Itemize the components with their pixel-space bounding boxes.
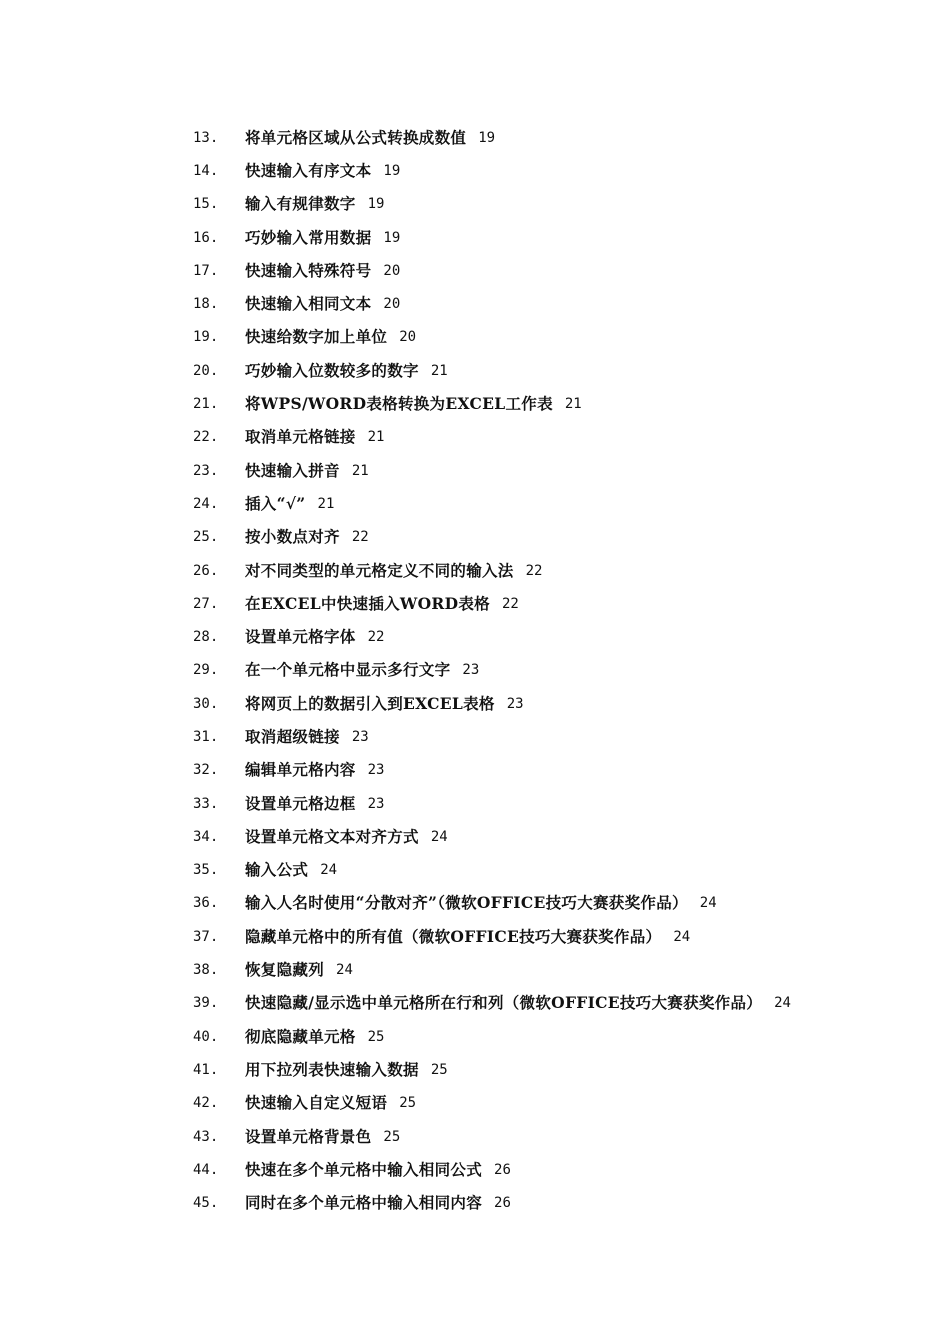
toc-entry-page: 23 <box>367 795 385 812</box>
toc-entry-title[interactable]: 设置单元格边框 <box>245 793 356 813</box>
toc-entry-page: 23 <box>506 695 524 712</box>
toc-entry-title[interactable]: 快速输入特殊符号 <box>245 260 372 280</box>
toc-entry-title[interactable]: 对不同类型的单元格定义不同的输入法 <box>245 560 514 580</box>
toc-entry[interactable] <box>193 521 893 554</box>
toc-entry-number: 32. <box>193 762 219 779</box>
toc-entry-number: 24. <box>193 495 219 512</box>
toc-entry-page: 26 <box>494 1161 511 1178</box>
toc-entry[interactable] <box>193 787 893 820</box>
toc-entry-page: 22 <box>501 595 519 612</box>
toc-entry[interactable] <box>193 121 893 154</box>
toc-entry[interactable] <box>193 987 893 1020</box>
toc-entry-title[interactable]: 在一个单元格中显示多行文字 <box>245 660 451 680</box>
toc-entry-title[interactable]: 同时在多个单元格中输入相同内容 <box>245 1193 483 1213</box>
toc-entry-page: 22 <box>525 562 543 579</box>
toc-entry-page: 24 <box>430 828 448 845</box>
toc-entry-page: 20 <box>383 296 401 313</box>
toc-entry-title[interactable]: 按小数点对齐 <box>245 527 340 547</box>
toc-entry-title[interactable]: 输入公式 <box>245 860 309 880</box>
toc-entry[interactable] <box>193 1153 893 1186</box>
toc-entry[interactable] <box>193 820 893 853</box>
toc-entry-page: 19 <box>383 162 401 179</box>
toc-entry-number: 19. <box>193 329 219 346</box>
toc-entry-page: 20 <box>383 262 401 279</box>
toc-entry-title[interactable]: 快速输入相同文本 <box>245 294 372 314</box>
toc-entry[interactable] <box>193 1120 893 1153</box>
toc-entry-number: 20. <box>193 362 219 379</box>
toc-entry-number: 16. <box>193 229 219 246</box>
toc-entry[interactable] <box>193 287 893 320</box>
toc-entry-page: 21 <box>351 462 369 479</box>
toc-entry-number: 45. <box>193 1195 219 1212</box>
toc-entry-page: 21 <box>430 362 448 379</box>
toc-entry-number: 43. <box>193 1128 219 1145</box>
toc-entry[interactable] <box>193 554 893 587</box>
toc-entry-page: 25 <box>367 1028 385 1045</box>
toc-entry-page: 21 <box>367 429 385 446</box>
toc-entry-page: 23 <box>462 662 480 679</box>
toc-entry-title[interactable]: 巧妙输入位数较多的数字 <box>245 360 419 380</box>
toc-entry[interactable] <box>193 754 893 787</box>
toc-entry-page: 22 <box>351 529 369 546</box>
toc-entry-title[interactable]: 将网页上的数据引入到EXCEL表格 <box>245 693 495 713</box>
toc-entry[interactable] <box>193 487 893 520</box>
toc-entry-page: 24 <box>699 895 717 912</box>
toc-entry-number: 31. <box>193 728 219 745</box>
toc-entry-number: 18. <box>193 296 219 313</box>
toc-entry-number: 21. <box>193 396 219 413</box>
toc-entry[interactable] <box>193 254 893 287</box>
toc-entry[interactable] <box>193 354 893 387</box>
toc-entry-title[interactable]: 插入“√” <box>245 493 306 513</box>
toc-entry[interactable] <box>193 421 893 454</box>
toc-entry[interactable] <box>193 454 893 487</box>
toc-entry-page: 19 <box>383 229 401 246</box>
toc-entry-title[interactable]: 将WPS/WORD表格转换为EXCEL工作表 <box>245 394 553 414</box>
toc-entry-number: 29. <box>193 662 219 679</box>
toc-entry[interactable] <box>193 321 893 354</box>
toc-entry-title[interactable]: 用下拉列表快速输入数据 <box>245 1059 419 1079</box>
toc-entry-number: 33. <box>193 795 219 812</box>
toc-entry-page: 22 <box>367 629 385 646</box>
toc-entry-page: 24 <box>673 928 691 945</box>
toc-entry-number: 41. <box>193 1061 219 1078</box>
toc-entry-page: 26 <box>494 1195 511 1212</box>
toc-entry[interactable] <box>193 720 893 753</box>
toc-entry-number: 15. <box>193 196 219 213</box>
toc-entry[interactable] <box>193 887 893 920</box>
toc-entry-page: 24 <box>774 995 791 1012</box>
toc-entry-title[interactable]: 隐藏单元格中的所有值（微软OFFICE技巧大赛获奖作品） <box>245 926 662 946</box>
toc-entry-title[interactable]: 取消超级链接 <box>245 726 340 746</box>
toc-entry-number: 36. <box>193 895 219 912</box>
toc-entry-title[interactable]: 编辑单元格内容 <box>245 760 356 780</box>
toc-entry-page: 25 <box>383 1128 401 1145</box>
toc-entry-page: 23 <box>367 762 385 779</box>
toc-entry-title[interactable]: 输入有规律数字 <box>245 194 356 214</box>
toc-entry[interactable] <box>193 654 893 687</box>
toc-entry-title[interactable]: 彻底隐藏单元格 <box>245 1026 356 1046</box>
toc-entry[interactable] <box>193 587 893 620</box>
toc-entry[interactable] <box>193 1020 893 1053</box>
toc-entry-title[interactable]: 设置单元格字体 <box>245 627 356 647</box>
toc-entry-number: 39. <box>193 995 219 1012</box>
toc-entry-number: 25. <box>193 529 219 546</box>
toc-entry-page: 20 <box>399 329 417 346</box>
toc-entry[interactable] <box>193 188 893 221</box>
table-of-contents <box>193 121 893 1220</box>
toc-entry-page: 25 <box>430 1061 448 1078</box>
toc-entry[interactable] <box>193 154 893 187</box>
toc-entry-number: 27. <box>193 595 219 612</box>
toc-entry-title[interactable]: 巧妙输入常用数据 <box>245 227 372 247</box>
toc-entry[interactable] <box>193 221 893 254</box>
toc-entry[interactable] <box>193 687 893 720</box>
toc-entry-number: 42. <box>193 1095 219 1112</box>
toc-entry-number: 14. <box>193 162 219 179</box>
toc-entry-title[interactable]: 在EXCEL中快速插入WORD表格 <box>245 593 490 613</box>
toc-entry-number: 40. <box>193 1028 219 1045</box>
toc-entry[interactable] <box>193 1087 893 1120</box>
toc-entry-title[interactable]: 快速隐藏/显示选中单元格所在行和列（微软OFFICE技巧大赛获奖作品） <box>245 993 763 1013</box>
toc-entry-number: 37. <box>193 928 219 945</box>
toc-entry-page: 19 <box>367 196 385 213</box>
toc-entry-number: 34. <box>193 828 219 845</box>
toc-entry-number: 30. <box>193 695 219 712</box>
toc-entry[interactable] <box>193 1053 893 1086</box>
toc-entry-number: 26. <box>193 562 219 579</box>
toc-entry-page: 21 <box>317 495 335 512</box>
toc-entry-number: 17. <box>193 262 219 279</box>
toc-entry-title[interactable]: 快速输入自定义短语 <box>245 1093 388 1113</box>
toc-entry-title[interactable]: 快速给数字加上单位 <box>245 327 388 347</box>
toc-entry-page: 19 <box>478 129 496 146</box>
toc-entry[interactable] <box>193 387 893 420</box>
toc-entry[interactable] <box>193 920 893 953</box>
toc-entry-number: 35. <box>193 862 219 879</box>
toc-entry-title[interactable]: 设置单元格背景色 <box>245 1126 372 1146</box>
toc-entry-page: 25 <box>399 1095 417 1112</box>
toc-entry-title[interactable]: 恢复隐藏列 <box>245 960 325 980</box>
toc-entry-number: 22. <box>193 429 219 446</box>
toc-entry-title[interactable]: 快速输入有序文本 <box>245 160 372 180</box>
toc-entry-title[interactable]: 将单元格区域从公式转换成数值 <box>245 127 467 147</box>
toc-entry-page: 24 <box>320 862 338 879</box>
toc-entry-page: 23 <box>351 728 369 745</box>
toc-entry-number: 28. <box>193 629 219 646</box>
toc-entry-title[interactable]: 取消单元格链接 <box>245 427 356 447</box>
toc-entry-page: 21 <box>564 396 582 413</box>
toc-entry-title[interactable]: 设置单元格文本对齐方式 <box>245 826 419 846</box>
toc-entry-title[interactable]: 快速输入拼音 <box>245 460 340 480</box>
toc-entry[interactable] <box>193 953 893 986</box>
toc-entry-title[interactable]: 快速在多个单元格中输入相同公式 <box>245 1159 483 1179</box>
toc-entry-number: 44. <box>193 1161 219 1178</box>
toc-entry[interactable] <box>193 854 893 887</box>
toc-entry-page: 24 <box>336 962 353 979</box>
toc-entry-number: 38. <box>193 962 219 979</box>
toc-entry-number: 23. <box>193 462 219 479</box>
toc-entry-number: 13. <box>193 129 219 146</box>
toc-entry[interactable] <box>193 620 893 653</box>
toc-entry-title[interactable]: 输入人名时使用“分散对齐”（微软OFFICE技巧大赛获奖作品） <box>245 893 688 913</box>
toc-entry[interactable] <box>193 1187 893 1220</box>
